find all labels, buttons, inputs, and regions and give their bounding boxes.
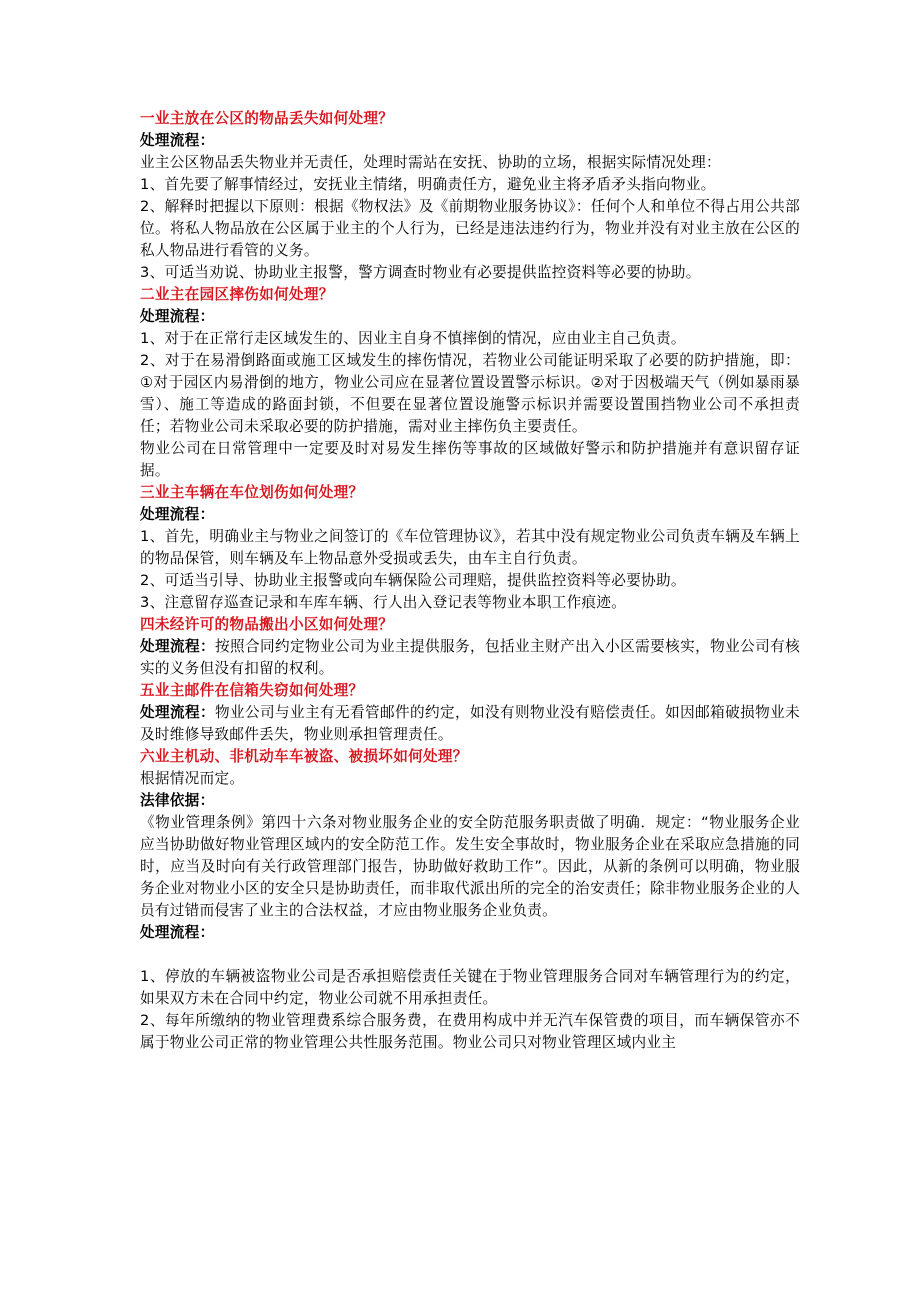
section-4-title: 四未经许可的物品搬出小区如何处理？ — [140, 616, 394, 633]
section-3-paragraph: 1、首先，明确业主与物业之间签订的《车位管理协议》，若其中没有规定物业公司负责车辆及车辆上的物品保管，则车辆及车上物品意外受损或丢失，由车主自行负责。 — [140, 528, 800, 567]
blank-line — [140, 944, 800, 966]
section-3-process-label: 处理流程： — [140, 506, 215, 523]
section-1-paragraph: 业主公区物品丢失物业并无责任，处理时需站在安抚、协助的立场，根据实际情况处理： — [140, 154, 721, 171]
section-6-law-label: 法律依据： — [140, 792, 215, 809]
section-6-title: 六业主机动、非机动车车被盗、被损坏如何处理？ — [140, 748, 468, 765]
section-1-title: 一业主放在公区的物品丢失如何处理？ — [140, 110, 394, 127]
section-3-title: 三业主车辆在车位划伤如何处理？ — [140, 484, 364, 501]
section-1-paragraph: 3、可适当劝说、协助业主报警，警方调查时物业有必要提供监控资料等必要的协助。 — [140, 264, 701, 281]
section-1-process-label: 处理流程： — [140, 132, 215, 149]
section-2-process-label: 处理流程： — [140, 308, 215, 325]
section-1-paragraph: 1、首先要了解事情经过，安抚业主情绪，明确责任方，避免业主将矛盾矛头指向物业。 — [140, 176, 716, 193]
section-4-text: 按照合同约定物业公司为业主提供服务，包括业主财产出入小区需要核实，物业公司有核实的义务但没有扣留的权利。 — [140, 638, 800, 677]
section-5-title: 五业主邮件在信箱失窃如何处理？ — [140, 682, 364, 699]
section-6-process-label: 处理流程： — [140, 924, 215, 941]
section-2-paragraph: 物业公司在日常管理中一定要及时对易发生摔伤等事故的区域做好警示和防护措施并有意识留存证据。 — [140, 440, 800, 479]
section-3-paragraph: 2、可适当引导、协助业主报警或向车辆保险公司理赔，提供监控资料等必要协助。 — [140, 572, 686, 589]
section-6-law-text: 《物业管理条例》第四十六条对物业服务企业的安全防范服务职责做了明确．规定：“物业服务企业应当协助做好物业管理区域内的安全防范工作。发生安全事故时，物业服务企业在采取应急措施的同时，应当及时向有关行政管理部门报告，协助做好救助工作”。因此，从新的条例可以明确，物业服务企业对物业小区的安全只是协助责任，而非取代派出所的完全的治安责任；除非物业服务企业的人员有过错而侵害了业主的合法权益，才应由物业服务企业负责。 — [140, 814, 800, 919]
section-5-process-label: 处理流程： — [140, 704, 216, 721]
section-2-paragraph: 2、对于在易滑倒路面或施工区域发生的摔伤情况，若物业公司能证明采取了必要的防护措施，即：①对于园区内易滑倒的地方，物业公司应在显著位置设置警示标识。②对于因极端天气（例如暴雨暴雪）、施工等造成的路面封锁，不但要在显著位置设施警示标识并需要设置围挡物业公司不承担责任；若物业公司未采取必要的防护措施，需对业主摔伤负主要责任。 — [140, 352, 800, 435]
section-5-paragraph — [140, 702, 800, 746]
section-6-paragraph: 2、每年所缴纳的物业管理费系综合服务费，在费用构成中并无汽车保管费的项目，而车辆保管亦不属于物业公司正常的物业管理公共性服务范围。物业公司只对物业管理区域内业主 — [140, 1012, 800, 1051]
section-3-paragraph: 3、注意留存巡查记录和车库车辆、行人出入登记表等物业本职工作痕迹。 — [140, 594, 627, 611]
section-5-text: 物业公司与业主有无看管邮件的约定，如没有则物业没有赔偿责任。如因邮箱破损物业未及时维修导致邮件丢失，物业则承担管理责任。 — [140, 704, 800, 743]
section-1-paragraph: 2、解释时把握以下原则：根据《物权法》及《前期物业服务协议》：任何个人和单位不得占用公共部位。将私人物品放在公区属于业主的个人行为，已经是违法违约行为，物业并没有对业主放在公区的私人物品进行看管的义务。 — [140, 198, 800, 259]
section-2-title: 二业主在园区摔伤如何处理？ — [140, 286, 334, 303]
document-page — [140, 108, 800, 1054]
section-6-intro: 根据情况而定。 — [140, 770, 245, 787]
section-6-paragraph: 1、停放的车辆被盗物业公司是否承担赔偿责任关键在于物业管理服务合同对车辆管理行为的约定，如果双方未在合同中约定，物业公司就不用承担责任。 — [140, 968, 800, 1007]
section-4-paragraph — [140, 636, 800, 680]
section-4-process-label: 处理流程： — [140, 638, 216, 655]
section-2-paragraph: 1、对于在正常行走区域发生的、因业主自身不慎摔倒的情况，应由业主自己负责。 — [140, 330, 686, 347]
